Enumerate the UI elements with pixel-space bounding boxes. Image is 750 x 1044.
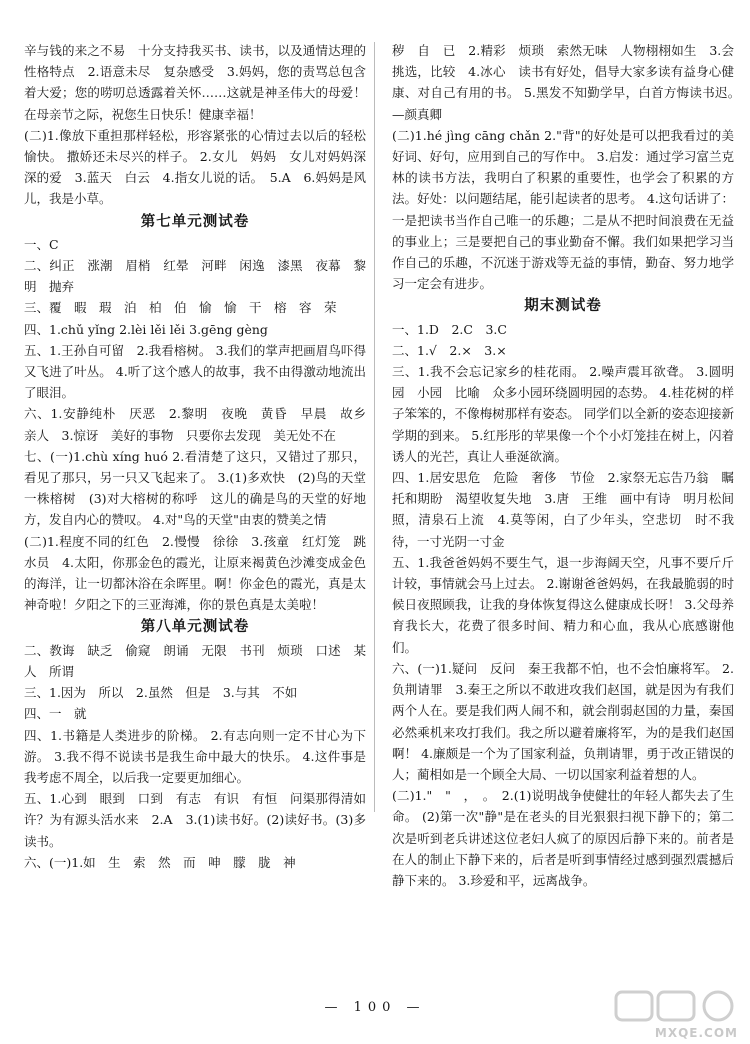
final-item: 四、1.居安思危 危险 奢侈 节俭 2.家祭无忘告乃翁 瞩托和期盼 渴望收复失地 3.唐 王维 画中有诗 明月松间照，清泉石上流 4.莫等闲，白了少年头，空悲切 时不我待，一寸光阴一寸金 (392, 470, 734, 549)
unit7-item: 六、1.安静纯朴 厌恶 2.黎明 夜晚 黄昏 早晨 故乡 亲人 3.惊讶 美好的事物 只要你去发现 美无处不在 (24, 406, 379, 443)
final-item: 五、1.我爸爸妈妈不要生气，退一步海阔天空，凡事不要斤斤计较，事情就会马上过去。 2.谢谢爸爸妈妈，在我最脆弱的时候日夜照顾我，让我的身体恢复得这么健康成长呀！ 3.父母养育我长大，花费了很多时间、精力和心血，我从心底感谢他们。 (392, 554, 734, 655)
unit7-item: (二)1.程度不同的红色 2.慢慢 徐徐 3.孩童 红灯笼 跳水员 4.太阳，你那金色的霞光，让原来褐黄色沙滩变成金色的海洋，让一切都沐浴在余晖里。啊！你金色的霞光，真是太神奇啦！夕阳之下的三亚海滩，你的景色真是太美啦！ (24, 533, 366, 613)
unit7-item: 五、1.王孙自可留 2.我看榕树。 3.我们的掌声把画眉鸟吓得又飞进了叶丛。 4.听了这个感人的故事，我不由得激动地流出了眼泪。 (24, 342, 366, 401)
right-column (392, 40, 747, 891)
final-item: 二、1.√ 2.× 3.× (392, 342, 507, 358)
final-item: (二)1." " ， 。 2.(1)说明战争使健壮的年轻人都失去了生命。 (2)第一次"静"是在老头的目光狠狠扫视下静下的；第二次是听到老兵讲述这位老妇人疯了的原因后静下来的。前者是在人的制止下静下来的，后者是听到事情经过感到强烈震撼后静下来的。 3.珍爱和平，远离战争。 (392, 788, 734, 888)
unit8-item: 六、(一)1.如 生 索 然 而 呻 朦 胧 神 (24, 854, 296, 870)
final-item: 六、(一)1.疑问 反问 秦王我都不怕，也不会怕廉将军。 2.负荆请罪 3.秦王之所以不敢进攻我们赵国，就是因为有我们两个人在。要是我们两人闹不和，就会削弱赵国的力量，秦国必然乘机来攻打我们。我之所以避着廉将军，为的是我们赵国啊！ 4.廉颇是一个为了国家利益，负荆请罪，勇于改正错误的人；蔺相如是一个顾全大局、一切以国家利益着想的人。 (392, 660, 734, 782)
watermark-text: MXQE.COM (654, 1026, 738, 1040)
unit8-item: 四、1.书籍是人类进步的阶梯。 2.有志向则一定不甘心为下游。 3.我不得不说读书是我生命中最大的快乐。 4.这件事是我考虑不周全，以后我一定要更加细心。 (24, 727, 366, 785)
unit8-item: 五、1.心到 眼到 口到 有志 有识 有恒 问渠那得清如许？为有源头活水来 2.A 3.(1)读书好。(2)读好书。(3)多读书。 (24, 791, 366, 849)
right-paragraph-1: 秽 自 已 2.精彩 烦琐 索然无味 人物栩栩如生 3.会挑选，比较 4.冰心 读书有好处，倡导大家多读有益身心健康、对自己有用的书。 5.黑发不知勤学早，白首方悔读书迟。 —颜真卿 (392, 43, 747, 122)
final-exam-heading: 期末测试卷 (524, 298, 602, 315)
unit8-item: 四、一 就 (24, 706, 87, 722)
column-divider (374, 42, 375, 812)
unit7-item: 一、C (24, 236, 59, 252)
unit8-item: 二、教诲 缺乏 偷窥 朗诵 无限 书刊 烦琐 口述 某人 所谓 (24, 642, 366, 679)
page-number: — 100 — (324, 1000, 426, 1015)
final-item: 三、1.我不会忘记家乡的桂花雨。 2.噪声震耳欲聋。 3.圆明园 小园 比喻 众多小园环绕圆明园的态势。 4.桂花树的样子笨笨的，不像梅树那样有姿态。 同学们以全新的姿态迎接新学期的到来。 5.红彤彤的苹果像一个个小灯笼挂在树上，闪着诱人的光芒，真让人垂涎欲滴。 (392, 364, 734, 464)
left-column (24, 40, 379, 873)
unit7-item: 四、1.chǔ yǐng 2.lèi lěi lěi 3.gēng gèng (24, 321, 268, 337)
unit7-heading: 第七单元测试卷 (140, 213, 250, 230)
unit7-item: 七、(一)1.chù xíng huó 2.看清楚了这只，又错过了那只，看见了那只，另一只又飞起来了。 3.(1)多欢快 (2)鸟的天堂 一株榕树 (3)对大榕树的称呼 这儿的确是鸟的天堂的好地方，发自内心的赞叹。 4.对"鸟的天堂"由衷的赞美之情 (24, 448, 379, 528)
unit8-heading: 第八单元测试卷 (140, 619, 250, 636)
left-paragraph-1: 辛与钱的来之不易 十分支持我买书、读书，以及通情达理的性格特点 2.语意未尽 复杂感受 3.妈妈，您的责骂总包含着大爱；您的唠叨总透露着关怀……这就是神圣伟大的母爱！在母亲节之际，祝您生日快乐！健康幸福！ (24, 43, 366, 122)
unit8-item: 三、1.因为 所以 2.虽然 但是 3.与其 不如 (24, 685, 298, 701)
right-paragraph-2: (二)1.hé jìng cāng chǎn 2."背"的好处是可以把我看过的美好词、好句，应用到自己的写作中。 3.启发：通过学习富兰克林的读书方法，我明白了积累的重要性，也学会了积累的方法。好处：以问题结尾，能引起读者的思考。 4.这句话讲了：一是把读书当作自己唯一的乐趣；二是从不把时间浪费在无益的事业上；三是要把自己的事业勤奋不懈。我们如果把学习当作自己的乐趣，不沉迷于游戏等无益的事情，勤奋、努力地学习一定会有进步。 (392, 127, 734, 292)
final-item: 一、1.D 2.C 3.C (392, 321, 507, 337)
unit7-item: 三、覆 暇 瑕 泊 柏 伯 愉 愉 干 榕 容 荣 (24, 300, 337, 316)
watermark (612, 988, 740, 1040)
answer-stamp-icon (612, 988, 740, 1024)
unit7-item: 二、纠正 涨潮 眉梢 红晕 河畔 闲逸 漆黑 夜幕 黎明 抛弃 (24, 258, 366, 295)
left-paragraph-2: (二)1.像放下重担那样轻松，形容紧张的心情过去以后的轻松愉快。 撒娇还未尽兴的样子。 2.女儿 妈妈 女儿对妈妈深深的爱 3.蓝天 白云 4.指女儿说的话。 5.A 6.妈妈是风儿，我是小草。 (24, 127, 366, 207)
